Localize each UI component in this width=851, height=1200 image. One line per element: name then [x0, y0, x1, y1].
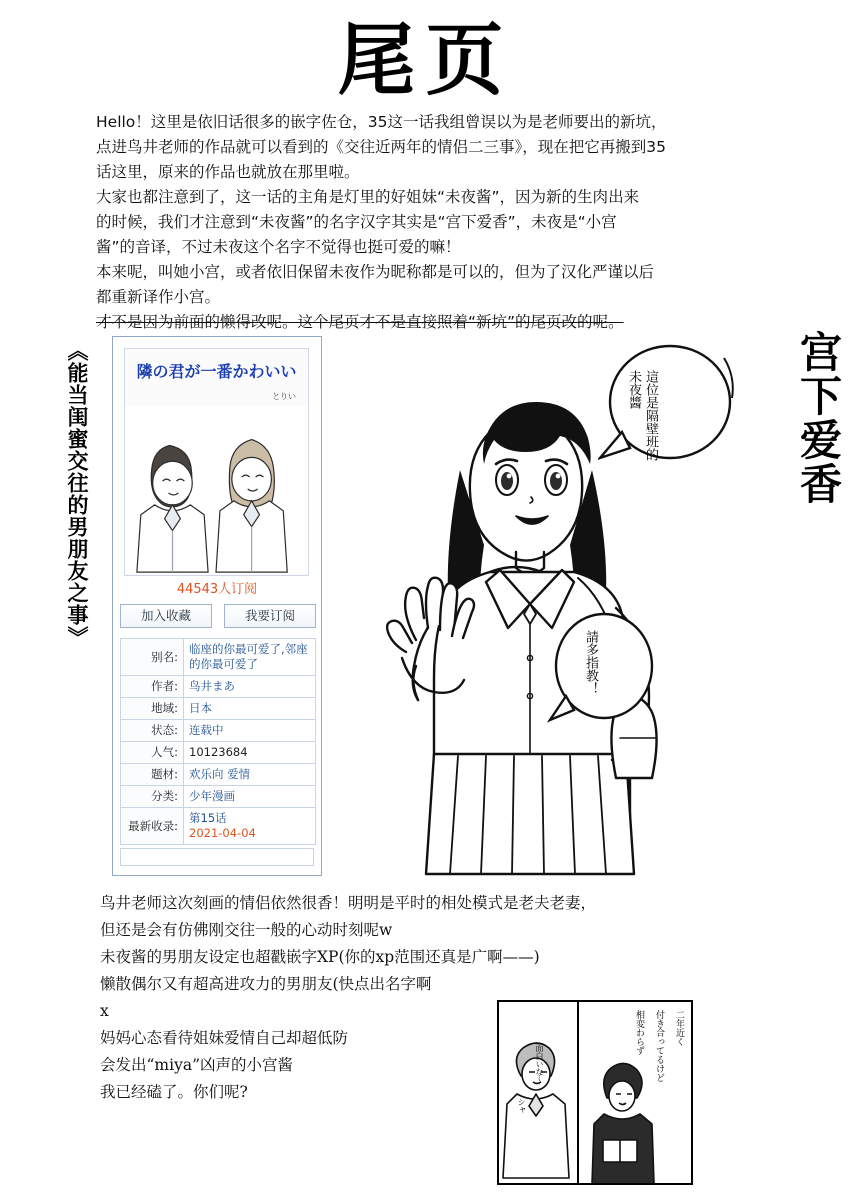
table-row: [121, 676, 316, 698]
character-name-vertical: 宫下爱香: [794, 330, 843, 506]
table-row: [121, 764, 316, 786]
intro-struck-line: 才不是因为前面的懒得改呢。这个尾页才不是直接照着“新坑”的尾页改的呢。: [96, 313, 624, 331]
subscribe-button[interactable]: 我要订阅: [224, 604, 316, 628]
meta-key: 人气:: [121, 742, 184, 764]
intro-line: 本来呢，叫她小宫，或者依旧保留未夜作为昵称都是可以的，但为了汉化严谨以后: [96, 263, 655, 281]
mini-panel-text-3: 相変わらず: [634, 1010, 644, 1055]
cover-artwork: [125, 405, 308, 575]
intro-line: 的时候，我们才注意到“未夜酱”的名字汉字其实是“宫下爱香”，未夜是“小宫: [96, 213, 617, 231]
meta-value-latest[interactable]: [184, 808, 316, 845]
meta-key: 题材:: [121, 764, 184, 786]
comment-line: 会发出“miya”凶声的小宫酱: [100, 1056, 294, 1074]
manga-cover-image: [124, 348, 309, 576]
meta-value[interactable]: 少年漫画: [184, 786, 316, 808]
meta-key-latest: 最新收录:: [121, 808, 184, 845]
intro-line: 话这里，原来的作品也就放在那里啦。: [96, 163, 360, 181]
table-row: [121, 639, 316, 676]
comment-line: 鸟井老师这次刻画的情侣依然很香！明明是平时的相处模式是老夫老妻，: [100, 894, 597, 912]
latest-date: 2021-04-04: [189, 826, 256, 840]
comment-line: 妈妈心态看待姐妹爱情自己却超低防: [100, 1029, 349, 1047]
table-row: [121, 742, 316, 764]
meta-key: 状态:: [121, 720, 184, 742]
table-row-latest: [121, 808, 316, 845]
cover-subtitle-text: とりい: [272, 392, 296, 401]
meta-value: 临座的你最可爱了,邻座的你最可爱了: [184, 639, 316, 676]
comment-line: 懒散偶尔又有超高进攻力的男朋友(快点出名字啊: [100, 975, 432, 993]
intro-line: 大家也都注意到了，这一话的主角是灯里的好姐妹“未夜酱”，因为新的生肉出来: [96, 188, 640, 206]
intro-line: 点进鸟井老师的作品就可以看到的《交往近两年的情侣二三事》，现在把它再搬到35: [96, 138, 666, 156]
meta-value[interactable]: 鸟井まあ: [184, 676, 316, 698]
mini-manga-panel: [497, 1000, 693, 1185]
meta-value: 10123684: [184, 742, 316, 764]
speech-bubble-1-text: 這位是隔壁班的未夜醬: [626, 370, 658, 461]
card-button-row: [120, 604, 316, 628]
panel-divider: [577, 1002, 579, 1183]
latest-chapter[interactable]: 第15话: [189, 811, 227, 825]
mini-panel-text-5: シャ: [517, 1098, 526, 1114]
speech-bubble-1: [598, 340, 738, 480]
meta-value: 连载中: [184, 720, 316, 742]
meta-key: 别名:: [121, 639, 184, 676]
comment-line: x: [100, 1002, 109, 1020]
meta-value[interactable]: 欢乐向 爱情: [184, 764, 316, 786]
comment-line: 我已经磕了。你们呢?: [100, 1083, 248, 1101]
table-row: [121, 786, 316, 808]
table-row: [121, 698, 316, 720]
speech-bubble-2-text: 請多指教！: [583, 630, 598, 695]
mini-panel-text-1: 二年近く: [674, 1010, 684, 1046]
manga-metadata-table: [120, 638, 316, 845]
card-footer-bar: [120, 848, 314, 866]
meta-key: 作者:: [121, 676, 184, 698]
intro-line: 酱”的音译，不过未夜这个名字不觉得也挺可爱的嘛！: [96, 238, 461, 256]
cover-title-text: 隣の君が一番かわいい: [136, 362, 297, 381]
meta-key: 地域:: [121, 698, 184, 720]
subscriber-count: 44543人订阅: [176, 582, 258, 597]
mini-panel-text-4: 面白いな～: [535, 1044, 544, 1084]
table-row: [121, 720, 316, 742]
intro-line: Hello！这里是依旧话很多的嵌字佐仓，35这一话我组曾误以为是老师要出的新坑，: [96, 113, 667, 131]
mini-panel-text-2: 付き合ってるけど: [654, 1010, 664, 1082]
series-title-vertical: 《能当闺蜜交往的男朋友之事》: [65, 340, 90, 648]
comment-line: 未夜酱的男朋友设定也超戳嵌字XP(你的xp范围还真是广啊——): [100, 948, 540, 966]
intro-line: 都重新译作小宫。: [96, 288, 221, 306]
meta-value[interactable]: 日本: [184, 698, 316, 720]
comment-line: 但还是会有仿佛刚交往一般的心动时刻呢w: [100, 921, 393, 939]
page-title: 尾页: [337, 15, 514, 106]
meta-key: 分类:: [121, 786, 184, 808]
add-favorite-button[interactable]: 加入收藏: [120, 604, 212, 628]
speech-bubble-2: [546, 608, 656, 736]
intro-text-block: [96, 110, 796, 335]
